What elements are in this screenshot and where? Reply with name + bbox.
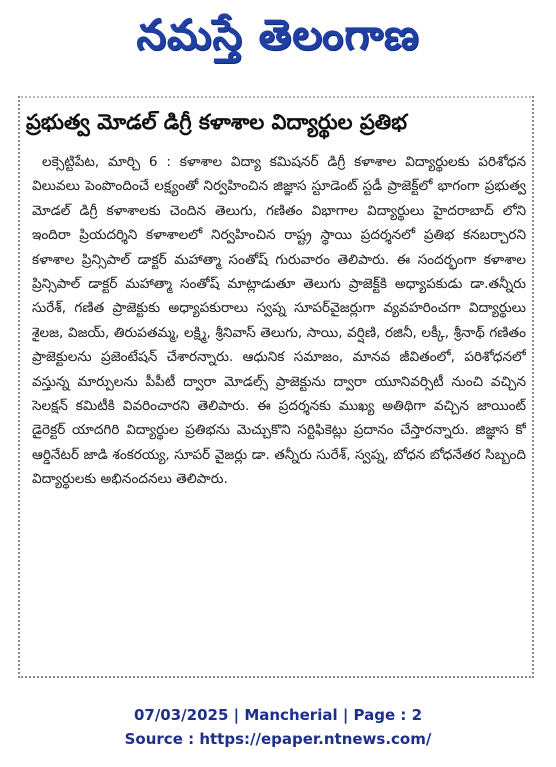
masthead-title: నమస్తే తెలంగాణ <box>136 10 420 59</box>
source-link[interactable]: Source : https://epaper.ntnews.com/ <box>124 730 432 748</box>
newspaper-masthead <box>0 0 556 80</box>
article-body: లక్సెట్టిపేట, మార్చి 6 : కళాశాల విద్యా కమిషనర్ డిగ్రీ కళాశాల విద్యార్థులకు పరిశోధన విలువలు పెంపొందించే లక్ష్యంతో నిర్వహించిన జిజ్ఞాస స్టూడెంట్ స్టడీ ప్రాజెక్ట్‌లో భాగంగా ప్రభుత్వ మోడల్ డిగ్రీ కళాశాలకు చెందిన తెలుగు, గణితం విభాగాల విద్యార్థులు హైదరాబాద్ లోని ఇందిరా ప్రియదర్శిని కళాశాలలో నిర్వహించిన రాష్ట్ర స్థాయి ప్రదర్శనలో ప్రతిభ కనబర్చారని కళాశాల ప్రిన్సిపాల్ డాక్టర్ మహాత్మా సంతోష్ గురువారం తెలిపారు. ఈ సందర్భంగా కళాశాల ప్రిన్సిపాల్ డాక్టర్ మహాత్మా సంతోష్ మాట్లాడుతూ తెలుగు ప్రాజెక్ట్‌కి అధ్యాపకుడు డా.తన్నీరు సురేశ్, గణిత ప్రాజెక్టుకు అధ్యాపకురాలు స్వప్న సూపర్‌వైజర్లుగా వ్యవహరించగా విద్యార్థులు శైలజ, విజయ్, తిరుపతమ్మ, లక్ష్మి, శ్రీనివాస్ తెలుగు, సాయి, వర్షిణి, రజినీ, లక్కీ, శ్రీనాథ్ గణితం ప్రాజెక్టులను ప్రజెంటేషన్ చేశారన్నారు. ఆధునిక సమాజం, మానవ జీవితంలో, పరిశోధనలో వస్తున్న మార్పులను పీపీటీ ద్వారా మోడల్స్ ప్రాజెక్టును ద్వారా యూనివర్సిటీ నుంచి వచ్చిన సెలక్షన్ కమిటీకి వివరించారని తెలిపారు. ఈ ప్రదర్శనకు ముఖ్య అతిథిగా వచ్చిన జాయింట్ డైరెక్టర్ యాదగిరి విద్యార్థుల ప్రతిభను మెచ్చుకొని సర్టిఫికెట్లు ప్రదానం చేస్తారన్నారు. జిజ్ఞాస కో ఆర్డినేటర్ జాడి శంకరయ్య, సూపర్ వైజర్లు డా. తన్నీరు సురేశ్, స్వప్న, బోధన బోధనేతర సిబ్బంది విద్యార్థులకు అభినందనలు తెలిపారు. <box>32 154 526 488</box>
edition-info: 07/03/2025 | Mancherial | Page : 2 <box>133 706 423 724</box>
article-headline: ప్రభుత్వ మోడల్ డిగ్రీ కళాశాల విద్యార్థుల ప్రతిభ <box>26 110 407 134</box>
